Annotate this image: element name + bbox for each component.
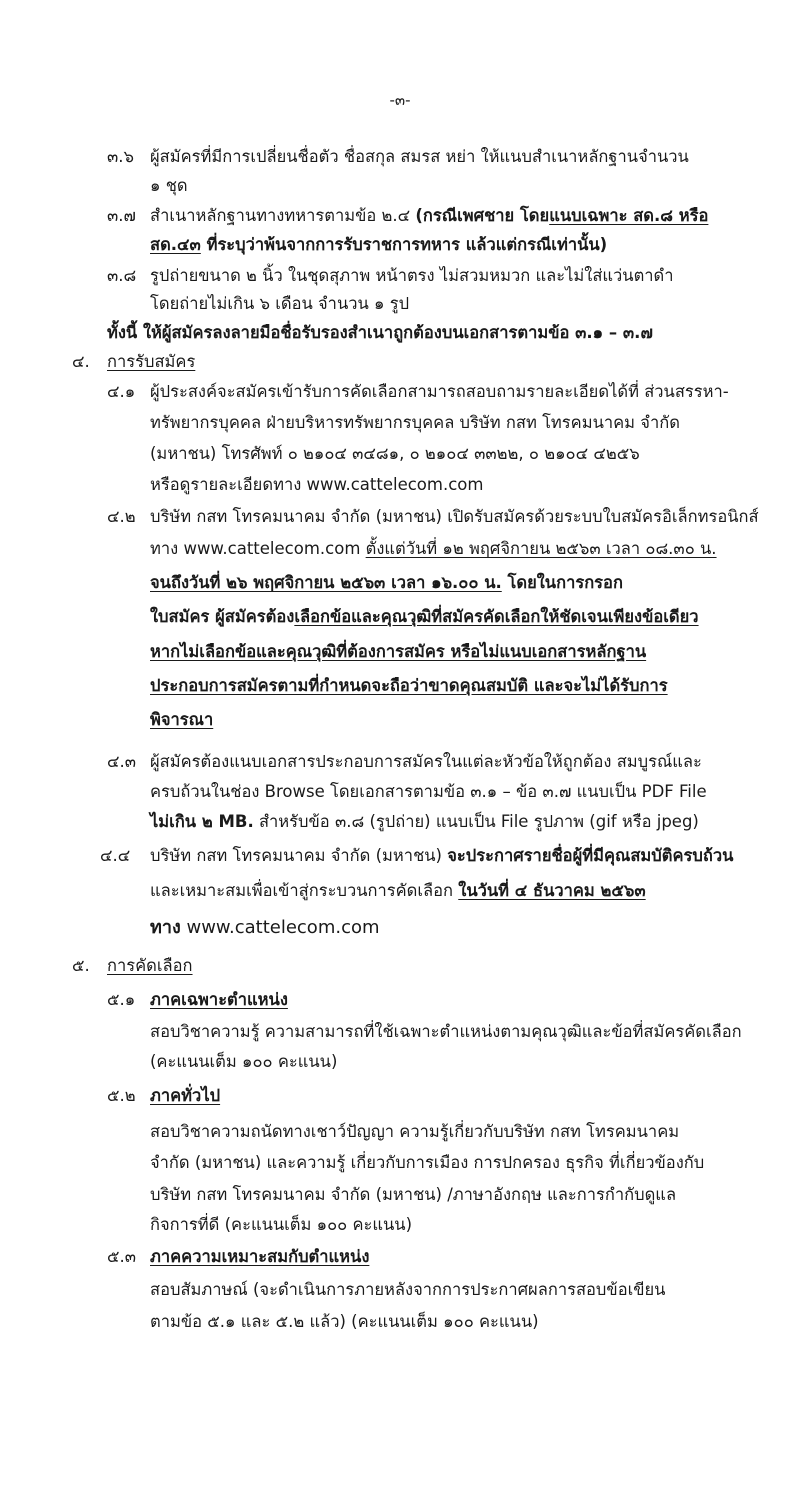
item-text: หรือดูรายละเอียดทาง www.cattelecom.com	[150, 475, 484, 494]
item-text: บริษัท กสท โทรคมนาคม จำกัด (มหาชน) เปิดรับสมัครด้วยระบบใบสมัครอิเล็กทรอนิกส์	[150, 507, 759, 526]
text-segment: และเหมาะสมเพื่อเข้าสู่กระบวนการคัดเลือก	[150, 881, 459, 900]
text-segment: ในวันที่ ๔ ธันวาคม ๒๕๖๓	[458, 881, 646, 900]
item-text: (มหาชน) โทรศัพท์ ๐ ๒๑๐๔ ๓๔๘๑, ๐ ๒๑๐๔ ๓๓๒๒, ๐ ๒๑๐๔ ๔๒๕๖	[150, 444, 640, 463]
item-text: โดยถ่ายไม่เกิน ๖ เดือน จำนวน ๑ รูป	[150, 294, 410, 313]
text-segment: สำเนาหลักฐานทางทหารตามข้อ ๒.๔	[150, 206, 416, 225]
item-number: ๔.๒	[107, 507, 136, 526]
text-segment: แนบเฉพาะ สด.๘ หรือ	[549, 206, 709, 225]
item-text: กิจการที่ดี (คะแนนเต็ม ๑๐๐ คะแนน)	[150, 1215, 413, 1234]
item-text: (คะแนนเต็ม ๑๐๐ คะแนน)	[150, 1052, 338, 1071]
item-text	[150, 234, 607, 256]
item-title: ภาคทั่วไป	[150, 1086, 221, 1105]
section-title: การคัดเลือก	[107, 956, 193, 975]
text-segment: ที่ระบุว่าพ้นจากการรับราชการทหาร แล้วแต่กรณีเท่านั้น)	[200, 235, 608, 254]
item-text: หากไม่เลือกข้อและคุณวุฒิที่ต้องการสมัคร หรือไม่แนบเอกสารหลักฐาน	[150, 642, 647, 661]
item-text: ๑ ชุด	[150, 176, 188, 195]
text-segment: ตั้งแต่วันที่ ๑๒ พฤศจิกายน ๒๕๖๓ เวลา ๐๘.๓๐ น.	[365, 539, 717, 558]
item-text: ผู้สมัครที่มีการเปลี่ยนชื่อตัว ชื่อสกุล สมรส หย่า ให้แนบสำเนาหลักฐานจำนวน	[150, 147, 689, 166]
item-text: ผู้สมัครต้องแนบเอกสารประกอบการสมัครในแต่ละหัวข้อให้ถูกต้อง สมบูรณ์และ	[150, 752, 702, 771]
item-number: ๓.๗	[107, 206, 136, 225]
text-segment: (กรณีเพศชาย โดย	[415, 206, 550, 225]
text-segment: บริษัท กสท โทรคมนาคม จำกัด (มหาชน)	[150, 846, 448, 865]
item-text: สอบสัมภาษณ์ (จะดำเนินการภายหลังจากการประกาศผลการสอบข้อเขียน	[150, 1280, 666, 1299]
item-text	[150, 538, 717, 560]
text-segment: ไม่เกิน ๒ MB.	[150, 812, 254, 831]
item-number: ๕.๓	[107, 1247, 137, 1266]
item-text: ครบถ้วนในช่อง Browse โดยเอกสารตามข้อ ๓.๑ – ข้อ ๓.๗ แนบเป็น PDF File	[150, 782, 707, 801]
item-text: สอบวิชาความถนัดทางเชาว์ปัญญา ความรู้เกี่ยวกับบริษัท กสท โทรคมนาคม	[150, 1122, 680, 1141]
item-text	[150, 606, 699, 628]
item-text: สอบวิชาความรู้ ความสามารถที่ใช้เฉพาะตำแหน่งตามคุณวุฒิและข้อที่สมัครคัดเลือก	[150, 1022, 742, 1041]
item-number: ๓.๖	[107, 147, 134, 166]
item-text	[150, 917, 380, 939]
item-title: ภาคเฉพาะตำแหน่ง	[150, 990, 288, 1009]
item-text: พิจารณา	[150, 710, 214, 729]
text-segment: ใบสมัคร ผู้สมัครต้อง	[150, 607, 295, 626]
text-segment: เลือกข้อและคุณวุฒิที่สมัครคัดเลือกให้ชัดเจนเพียงข้อเดียว	[294, 607, 699, 626]
item-text: ตามข้อ ๕.๑ และ ๕.๒ แล้ว) (คะแนนเต็ม ๑๐๐ คะแนน)	[150, 1312, 539, 1331]
section-number: ๕.	[72, 956, 90, 975]
section-number: ๔.	[72, 352, 90, 371]
note-text: ทั้งนี้ ให้ผู้สมัครลงลายมือชื่อรับรองสำเนาถูกต้องบนเอกสารตามข้อ ๓.๑ – ๓.๗	[107, 323, 653, 342]
item-number: ๔.๔	[100, 846, 131, 865]
item-number: ๔.๓	[107, 752, 137, 771]
item-text: รูปถ่ายขนาด ๒ นิ้ว ในชุดสุภาพ หน้าตรง ไม่สวมหมวก และไม่ใส่แว่นตาดำ	[150, 266, 674, 285]
website-link: www.cattelecom.com	[180, 917, 380, 938]
item-number: ๓.๘	[107, 266, 137, 285]
item-text: จำกัด (มหาชน) และความรู้ เกี่ยวกับการเมือง การปกครอง ธุรกิจ ที่เกี่ยวข้องกับ	[150, 1153, 705, 1172]
text-segment: จนถึงวันที่ ๒๖ พฤศจิกายน ๒๕๖๓ เวลา ๑๖.๐๐ น.	[150, 573, 502, 592]
text-segment: โดยในการกรอก	[501, 573, 623, 592]
item-text: ทรัพยากรบุคคล ฝ่ายบริหารทรัพยากรบุคคล บริษัท กสท โทรคมนาคม จำกัด	[150, 413, 680, 432]
item-text	[150, 880, 646, 902]
text-segment: จะประกาศรายชื่อผู้ที่มีคุณสมบัติครบถ้วน	[447, 846, 734, 865]
item-text: ประกอบการสมัครตามที่กำหนดจะถือว่าขาดคุณสมบัติ และจะไม่ได้รับการ	[150, 676, 668, 695]
text-segment: ทาง	[150, 917, 181, 938]
text-segment: สด.๔๓	[150, 235, 201, 254]
page-number: -๓-	[389, 91, 411, 109]
item-text	[150, 845, 733, 867]
item-text	[150, 811, 699, 833]
item-text: ผู้ประสงค์จะสมัครเข้ารับการคัดเลือกสามารถสอบถามรายละเอียดได้ที่ ส่วนสรรหา-	[150, 382, 729, 401]
item-title: ภาคความเหมาะสมกับตำแหน่ง	[150, 1247, 370, 1266]
item-number: ๕.๒	[107, 1086, 136, 1105]
text-segment: ทาง www.cattelecom.com	[150, 539, 366, 558]
section-title: การรับสมัคร	[107, 352, 196, 371]
item-text: บริษัท กสท โทรคมนาคม จำกัด (มหาชน) /ภาษาอังกฤษ และการกำกับดูแล	[150, 1185, 677, 1204]
text-segment: สำหรับข้อ ๓.๘ (รูปถ่าย) แนบเป็น File รูปภาพ (gif หรือ jpeg)	[253, 812, 699, 831]
item-number: ๕.๑	[107, 990, 136, 1009]
item-number: ๔.๑	[107, 382, 136, 401]
item-text	[150, 205, 708, 227]
item-text	[150, 572, 623, 594]
